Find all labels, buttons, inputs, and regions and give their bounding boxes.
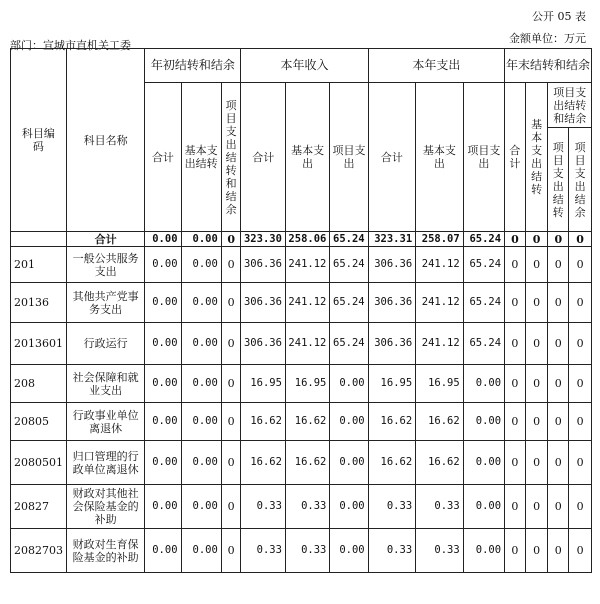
cell-value: 306.36 (368, 247, 416, 283)
cell-value: 0 (548, 247, 569, 283)
header-end-basic-carry: 基本支出结转 (525, 83, 548, 232)
subject-code: 208 (11, 365, 67, 403)
cell-value: 0 (221, 403, 241, 441)
cell-value: 65.24 (330, 283, 368, 323)
cell-value: 306.36 (241, 283, 285, 323)
cell-value: 0 (221, 485, 241, 529)
header-subject-name: 科目名称 (66, 49, 145, 232)
cell-value: 0 (505, 403, 526, 441)
cell-value: 16.95 (241, 365, 285, 403)
cell-value: 0 (569, 247, 592, 283)
header-group-end: 年末结转和结余 (505, 49, 592, 83)
cell-value: 0.00 (145, 283, 181, 323)
total-label: 合计 (66, 232, 145, 247)
cell-value: 0.00 (463, 365, 504, 403)
table-row (11, 247, 592, 283)
total-value: 0 (525, 232, 548, 247)
cell-value: 0 (548, 365, 569, 403)
subject-code: 20827 (11, 485, 67, 529)
cell-value: 0.00 (330, 485, 368, 529)
cell-value: 65.24 (463, 247, 504, 283)
header-end-project-surplus: 项目支出结余 (569, 128, 592, 232)
amount-unit-label: 金额单位：万元 (509, 32, 586, 45)
header-income-project: 项目支出 (330, 83, 368, 232)
cell-value: 0.00 (463, 441, 504, 485)
cell-value: 0.00 (145, 365, 181, 403)
subject-code: 2013601 (11, 323, 67, 365)
header-group-expense: 本年支出 (368, 49, 504, 83)
cell-value: 0 (505, 441, 526, 485)
cell-value: 0 (505, 247, 526, 283)
cell-value: 0.33 (285, 529, 329, 573)
cell-value: 0.33 (241, 485, 285, 529)
cell-value: 0 (548, 283, 569, 323)
cell-value: 0 (569, 283, 592, 323)
cell-value: 0.00 (145, 485, 181, 529)
cell-value: 241.12 (285, 247, 329, 283)
cell-value: 0.00 (463, 403, 504, 441)
header-group-income: 本年收入 (241, 49, 368, 83)
header-expense-project: 项目支出 (463, 83, 504, 232)
subject-code: 2080501 (11, 441, 67, 485)
cell-value: 0 (569, 529, 592, 573)
cell-value: 0 (525, 403, 548, 441)
cell-value: 0 (525, 365, 548, 403)
cell-value: 0 (505, 323, 526, 365)
cell-value: 0.00 (181, 441, 221, 485)
cell-value: 0 (525, 283, 548, 323)
header-begin-total: 合计 (145, 83, 181, 232)
cell-value: 241.12 (285, 283, 329, 323)
subject-name: 归口管理的行政单位离退休 (66, 441, 145, 485)
cell-value: 0 (548, 323, 569, 365)
cell-value: 16.95 (368, 365, 416, 403)
header-end-total: 合计 (505, 83, 526, 232)
cell-value: 306.36 (368, 283, 416, 323)
total-value: 323.31 (368, 232, 416, 247)
cell-value: 16.62 (416, 403, 464, 441)
table-row (11, 283, 592, 323)
cell-value: 0 (569, 485, 592, 529)
budget-carryover-table (10, 48, 592, 573)
table-row (11, 365, 592, 403)
subject-code: 20805 (11, 403, 67, 441)
cell-value: 0 (569, 403, 592, 441)
cell-value: 0 (221, 323, 241, 365)
cell-value: 0 (569, 441, 592, 485)
subject-code: 20136 (11, 283, 67, 323)
cell-value: 0.33 (416, 485, 464, 529)
cell-value: 16.62 (368, 403, 416, 441)
cell-value: 0.00 (145, 323, 181, 365)
cell-value: 0.00 (330, 441, 368, 485)
cell-value: 0.33 (285, 485, 329, 529)
form-number: 公开 05 表 (532, 10, 586, 23)
cell-value: 306.36 (241, 247, 285, 283)
cell-value: 241.12 (416, 247, 464, 283)
cell-value: 0 (505, 365, 526, 403)
table-row (11, 323, 592, 365)
subject-name: 财政对生育保险基金的补助 (66, 529, 145, 573)
header-expense-total: 合计 (368, 83, 416, 232)
cell-value: 16.62 (416, 441, 464, 485)
cell-value: 0.00 (330, 365, 368, 403)
subject-name: 社会保障和就业支出 (66, 365, 145, 403)
department-label: 部门：宣城市直机关工委 (10, 39, 131, 52)
cell-value: 0 (221, 247, 241, 283)
header-begin-project-carry-surplus: 项目支出结转和结余 (221, 83, 241, 232)
cell-value: 0 (548, 403, 569, 441)
table-row (11, 441, 592, 485)
total-value: 0.00 (145, 232, 181, 247)
cell-value: 16.95 (416, 365, 464, 403)
header-begin-basic-carry: 基本支出结转 (181, 83, 221, 232)
total-value: 0.00 (181, 232, 221, 247)
cell-value: 65.24 (330, 323, 368, 365)
total-value: 0 (505, 232, 526, 247)
subject-name: 其他共产党事务支出 (66, 283, 145, 323)
cell-value: 65.24 (463, 323, 504, 365)
header-income-basic: 基本支出 (285, 83, 329, 232)
cell-value: 0.00 (145, 529, 181, 573)
total-value: 65.24 (463, 232, 504, 247)
cell-value: 0.33 (416, 529, 464, 573)
cell-value: 0 (505, 485, 526, 529)
cell-value: 0 (221, 441, 241, 485)
cell-value: 0 (548, 441, 569, 485)
cell-value: 0 (548, 529, 569, 573)
table-row (11, 485, 592, 529)
total-code (11, 232, 67, 247)
cell-value: 0.33 (368, 529, 416, 573)
total-value: 0 (569, 232, 592, 247)
total-value: 0 (221, 232, 241, 247)
cell-value: 16.62 (241, 403, 285, 441)
cell-value: 0 (525, 529, 548, 573)
cell-value: 0.00 (145, 247, 181, 283)
cell-value: 0 (221, 529, 241, 573)
cell-value: 65.24 (463, 283, 504, 323)
cell-value: 0.00 (181, 283, 221, 323)
subject-code: 2082703 (11, 529, 67, 573)
total-value: 323.30 (241, 232, 285, 247)
cell-value: 16.62 (241, 441, 285, 485)
cell-value: 0.00 (181, 403, 221, 441)
cell-value: 0 (525, 247, 548, 283)
total-value: 258.07 (416, 232, 464, 247)
cell-value: 0.00 (181, 529, 221, 573)
cell-value: 0 (569, 323, 592, 365)
cell-value: 0 (548, 485, 569, 529)
cell-value: 0 (525, 441, 548, 485)
header-group-begin: 年初结转和结余 (145, 49, 241, 83)
cell-value: 0.00 (463, 485, 504, 529)
cell-value: 0.00 (181, 485, 221, 529)
subject-name: 财政对其他社会保险基金的补助 (66, 485, 145, 529)
cell-value: 241.12 (285, 323, 329, 365)
subject-name: 行政事业单位离退休 (66, 403, 145, 441)
cell-value: 0 (505, 529, 526, 573)
cell-value: 0.33 (368, 485, 416, 529)
header-end-project-carry-surplus: 项目支出结转和结余 (548, 83, 592, 128)
cell-value: 0.00 (181, 365, 221, 403)
total-value: 0 (548, 232, 569, 247)
cell-value: 16.62 (285, 441, 329, 485)
cell-value: 0.00 (181, 247, 221, 283)
cell-value: 0.00 (145, 403, 181, 441)
table-row (11, 403, 592, 441)
total-value: 258.06 (285, 232, 329, 247)
cell-value: 65.24 (330, 247, 368, 283)
cell-value: 0 (525, 485, 548, 529)
subject-code: 201 (11, 247, 67, 283)
total-value: 65.24 (330, 232, 368, 247)
subject-name: 一般公共服务支出 (66, 247, 145, 283)
cell-value: 0.00 (463, 529, 504, 573)
cell-value: 0.00 (145, 441, 181, 485)
subject-name: 行政运行 (66, 323, 145, 365)
cell-value: 0.00 (330, 529, 368, 573)
header-expense-basic: 基本支出 (416, 83, 464, 232)
cell-value: 16.62 (285, 403, 329, 441)
cell-value: 0.00 (330, 403, 368, 441)
cell-value: 0 (221, 365, 241, 403)
header-subject-code: 科目编码 (11, 49, 67, 232)
cell-value: 16.62 (368, 441, 416, 485)
cell-value: 0 (569, 365, 592, 403)
cell-value: 306.36 (241, 323, 285, 365)
total-row (11, 232, 592, 247)
cell-value: 241.12 (416, 283, 464, 323)
cell-value: 0.33 (241, 529, 285, 573)
cell-value: 241.12 (416, 323, 464, 365)
header-income-total: 合计 (241, 83, 285, 232)
cell-value: 0.00 (181, 323, 221, 365)
cell-value: 0 (525, 323, 548, 365)
cell-value: 306.36 (368, 323, 416, 365)
cell-value: 0 (505, 283, 526, 323)
cell-value: 16.95 (285, 365, 329, 403)
cell-value: 0 (221, 283, 241, 323)
table-row (11, 529, 592, 573)
header-end-project-carry: 项目支出结转 (548, 128, 569, 232)
